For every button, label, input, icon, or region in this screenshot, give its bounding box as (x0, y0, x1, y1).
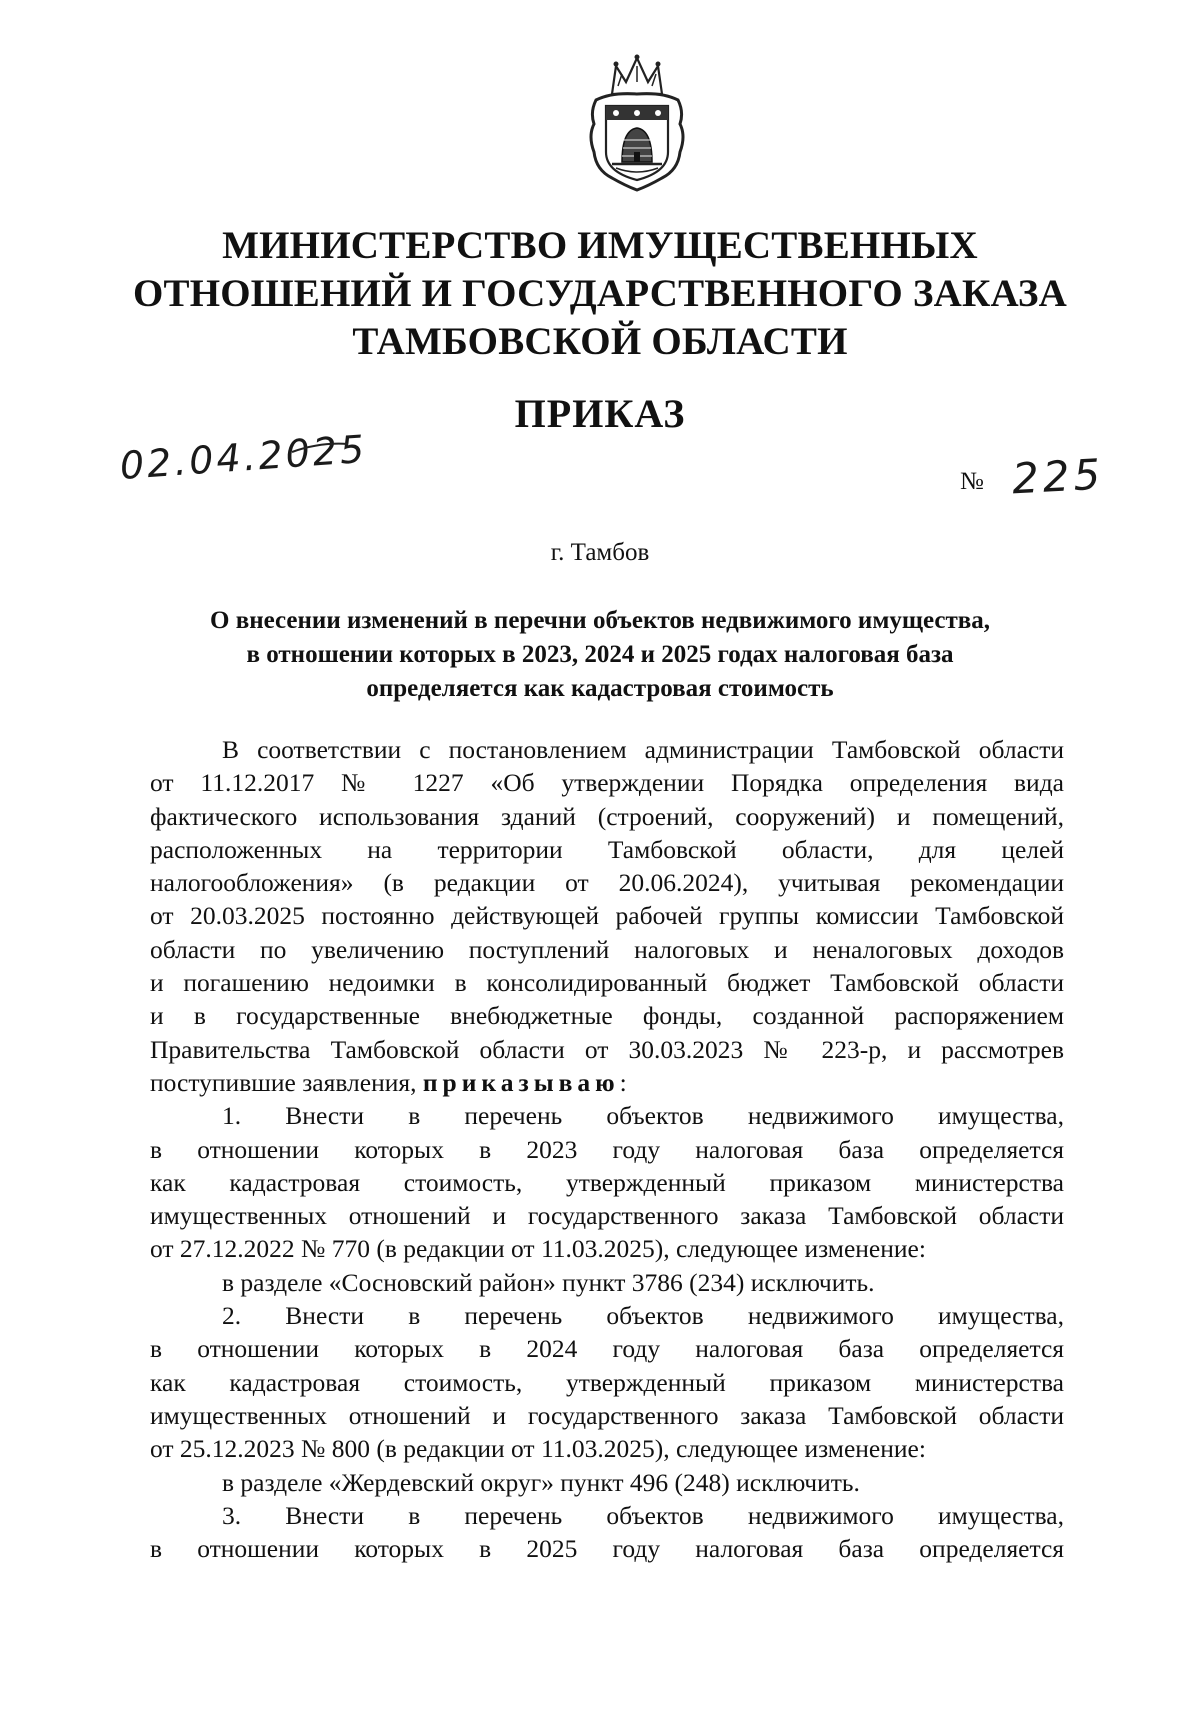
item-1-line: имущественных отношений и государственного заказа Тамбовской области (150, 1201, 1064, 1231)
item-1-line: как кадастровая стоимость, утвержденный приказом министерства (150, 1167, 1064, 1197)
subject-line-1: О внесении изменений в перечни объектов недвижимого имущества, (210, 607, 990, 634)
preamble-line: и в государственные внебюджетные фонды, созданной распоряжением (150, 1001, 1064, 1031)
preamble-last-line (150, 1066, 1064, 1099)
order-word: приказываю (422, 1067, 620, 1097)
city-of-issue: г. Тамбов (550, 539, 650, 566)
preamble-line: и погашению недоимки в консолидированный бюджет Тамбовской области (150, 968, 1064, 998)
document-type-title: ПРИКАЗ (514, 391, 686, 436)
item-2-line: 2. Внести в перечень объектов недвижимого имущества, (222, 1301, 1064, 1331)
item-1-line: 1. Внести в перечень объектов недвижимого имущества, (222, 1101, 1064, 1131)
item-2-line: в отношении которых в 2024 году налоговая база определяется (150, 1334, 1064, 1364)
order-body (150, 733, 1064, 1565)
ministry-line-1: МИНИСТЕРСТВО ИМУЩЕСТВЕННЫХ (222, 224, 978, 267)
item-1-line: в разделе «Сосновский район» пункт 3786 (234) исключить. (222, 1267, 875, 1297)
ministry-line-2: ОТНОШЕНИЙ И ГОСУДАРСТВЕННОГО ЗАКАЗА (132, 272, 1068, 315)
handwritten-order-number: 225 (1010, 449, 1106, 504)
subject-line-3: определяется как кадастровая стоимость (366, 675, 834, 702)
item-1-line: от 27.12.2022 № 770 (в редакции от 11.03.2025), следующее изменение: (150, 1234, 926, 1264)
item-2-line: имущественных отношений и государственного заказа Тамбовской области (150, 1400, 1064, 1430)
order-colon: : (619, 1067, 627, 1097)
date-underline-stroke (290, 440, 350, 458)
item-2-line: от 25.12.2023 № 800 (в редакции от 11.03.2025), следующее изменение: (150, 1434, 926, 1464)
preamble-last-prefix: поступившие заявления, (150, 1067, 423, 1097)
preamble-line: В соответствии с постановлением администрации Тамбовской области (222, 735, 1064, 764)
ministry-name (100, 222, 1100, 366)
coat-of-arms-emblem (582, 52, 692, 192)
preamble-line: Правительства Тамбовской области от 30.03.2023 № 223-р, и рассмотрев (150, 1034, 1064, 1064)
preamble-line: фактического использования зданий (строений, сооружений) и помещений, (150, 801, 1064, 831)
order-subject (140, 604, 1060, 706)
number-sign: № (960, 468, 984, 495)
item-3-line: 3. Внести в перечень объектов недвижимого имущества, (222, 1500, 1064, 1530)
preamble-line: налогообложения» (в редакции от 20.06.2024), учитывая рекомендации (150, 868, 1064, 898)
item-2-line: как кадастровая стоимость, утвержденный приказом министерства (150, 1367, 1064, 1397)
preamble-line: от 11.12.2017 № 1227 «Об утверждении Порядка определения вида (150, 768, 1064, 798)
ministry-line-3: ТАМБОВСКОЙ ОБЛАСТИ (352, 320, 848, 363)
handwritten-date: 02.04.2025 (118, 426, 369, 488)
item-3-line: в отношении которых в 2025 году налоговая база определяется (150, 1534, 1064, 1564)
item-1-line: в отношении которых в 2023 году налоговая база определяется (150, 1134, 1064, 1164)
preamble-line: области по увеличению поступлений налоговых и неналоговых доходов (150, 934, 1064, 964)
preamble-line: от 20.03.2025 постоянно действующей рабочей группы комиссии Тамбовской (150, 901, 1064, 931)
item-2-line: в разделе «Жердевский округ» пункт 496 (248) исключить. (222, 1467, 860, 1497)
preamble-line: расположенных на территории Тамбовской области, для целей (150, 834, 1064, 864)
subject-line-2: в отношении которых в 2023, 2024 и 2025 годах налоговая база (246, 641, 954, 668)
